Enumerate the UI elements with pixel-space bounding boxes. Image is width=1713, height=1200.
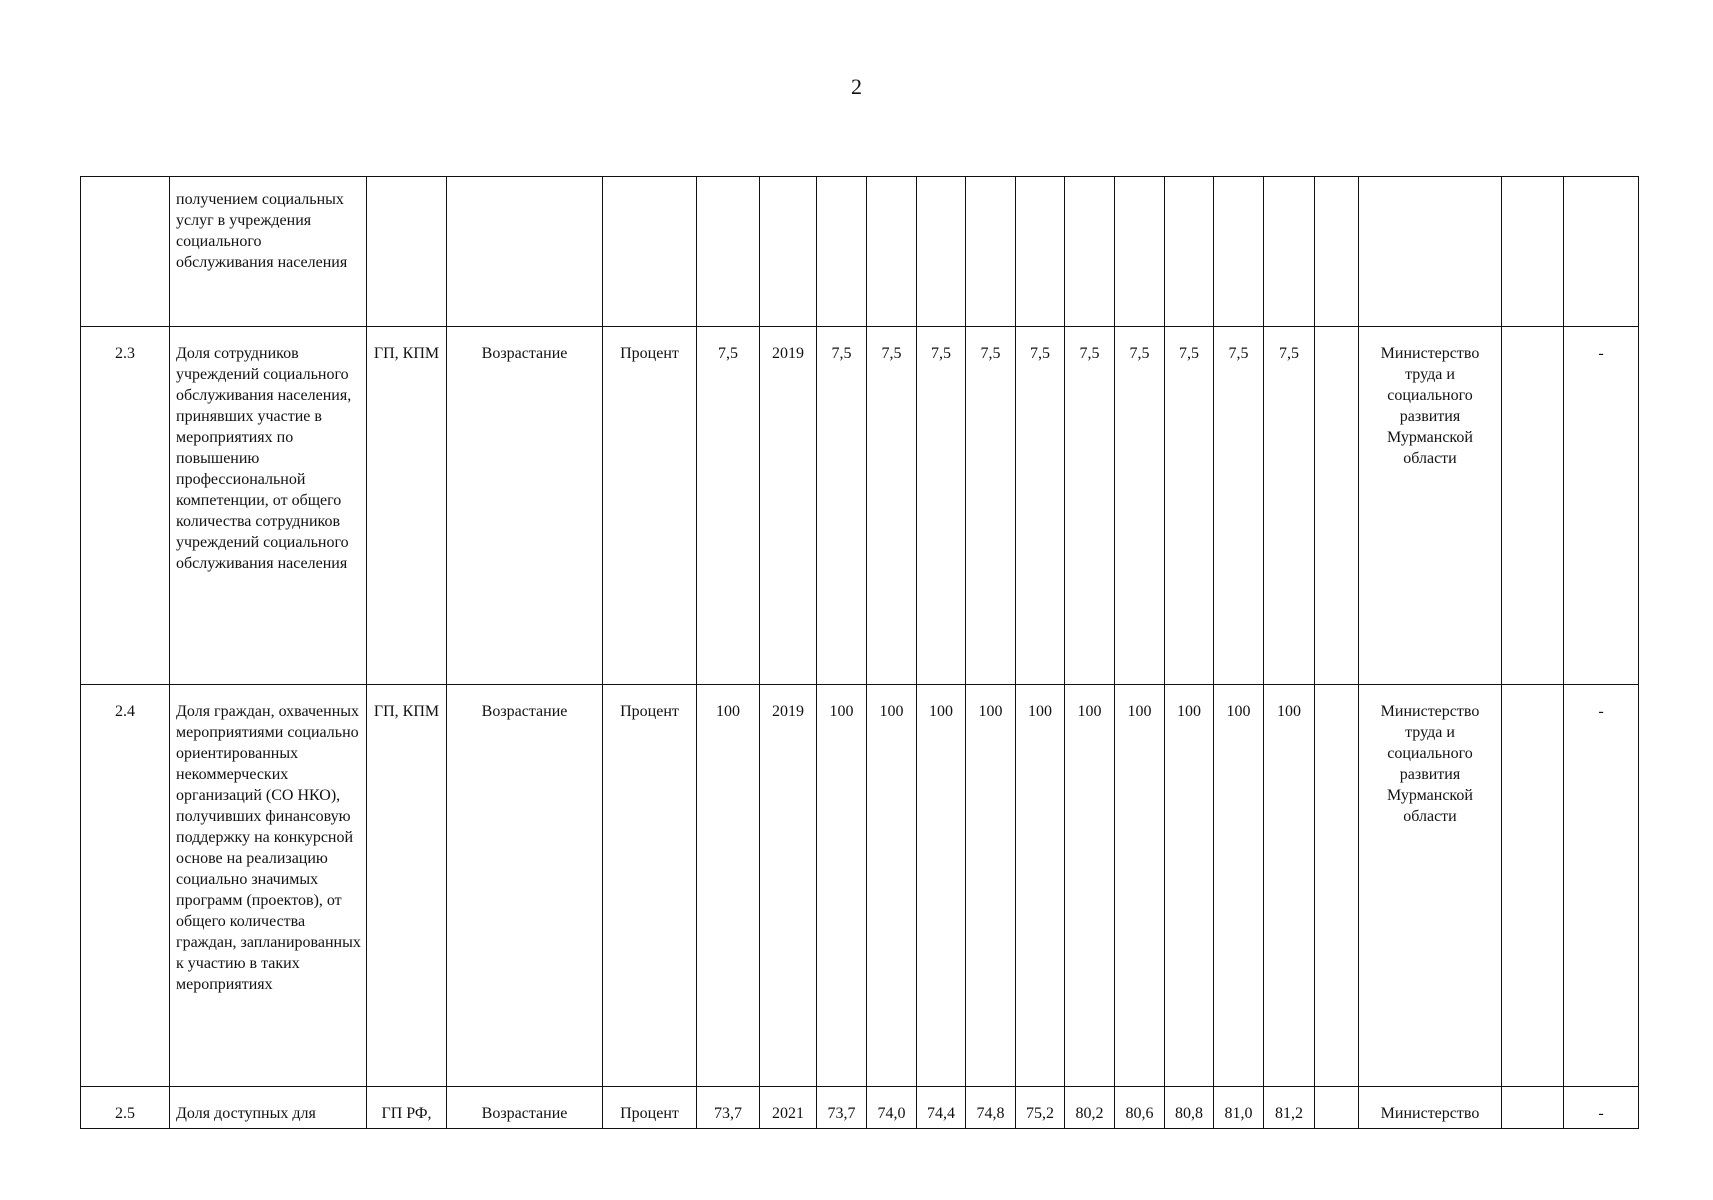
table-row [81, 177, 1639, 327]
responsible-cell: Министерство [1359, 1087, 1502, 1129]
unit-cell [603, 177, 697, 327]
extra-cell [1564, 177, 1639, 327]
row-number: 2.4 [81, 685, 170, 1087]
extra-cell [1502, 1087, 1564, 1129]
indicators-table [80, 176, 1639, 1129]
table-row [81, 1087, 1639, 1129]
trend-cell: Возрастание [447, 1087, 603, 1129]
table-row [81, 685, 1639, 1087]
indicator-type: ГП, КПМ [367, 685, 447, 1087]
value-cell [867, 177, 917, 327]
extra-cell: - [1564, 1087, 1639, 1129]
indicator-type: ГП, КПМ [367, 327, 447, 685]
value-cell: 80,6 [1115, 1087, 1165, 1129]
value-cell: 100 [966, 685, 1016, 1087]
value-cell: 100 [1264, 685, 1315, 1087]
blank-cell [1315, 1087, 1359, 1129]
extra-cell [1502, 685, 1564, 1087]
unit-cell: Процент [603, 685, 697, 1087]
value-cell: 74,0 [867, 1087, 917, 1129]
value-cell: 80,2 [1065, 1087, 1115, 1129]
value-cell: 73,7 [817, 1087, 867, 1129]
blank-cell [1315, 327, 1359, 685]
value-cell: 75,2 [1016, 1087, 1065, 1129]
trend-cell: Возрастание [447, 327, 603, 685]
value-cell [917, 177, 966, 327]
value-cell [1016, 177, 1065, 327]
responsible-cell: Министерство труда и социального развития Мурманской области [1359, 685, 1502, 1087]
base-value-cell: 7,5 [697, 327, 760, 685]
value-cell [1115, 177, 1165, 327]
base-value-cell [697, 177, 760, 327]
value-cell: 100 [1016, 685, 1065, 1087]
responsible-cell: Министерство труда и социального развития Мурманской области [1359, 327, 1502, 685]
responsible-cell [1359, 177, 1502, 327]
blank-cell [1315, 685, 1359, 1087]
value-cell: 74,4 [917, 1087, 966, 1129]
value-cell: 81,2 [1264, 1087, 1315, 1129]
value-cell [1214, 177, 1264, 327]
unit-cell: Процент [603, 1087, 697, 1129]
value-cell: 100 [1165, 685, 1214, 1087]
row-number [81, 177, 170, 327]
indicator-type [367, 177, 447, 327]
indicator-name: получением социальных услуг в учреждения социального обслуживания населения [170, 177, 367, 327]
extra-cell: - [1564, 327, 1639, 685]
value-cell [817, 177, 867, 327]
value-cell: 100 [1065, 685, 1115, 1087]
indicator-name: Доля сотрудников учреждений социального обслуживания населения, принявших участие в мероприятиях по повышению профессиональной компетенции, от общего количества сотрудников учреждений социального обслуживания населения [170, 327, 367, 685]
extra-cell [1502, 177, 1564, 327]
value-cell: 7,5 [1214, 327, 1264, 685]
value-cell: 100 [1214, 685, 1264, 1087]
trend-cell [447, 177, 603, 327]
value-cell: 100 [917, 685, 966, 1087]
value-cell [1264, 177, 1315, 327]
row-number: 2.5 [81, 1087, 170, 1129]
value-cell: 100 [867, 685, 917, 1087]
row-number: 2.3 [81, 327, 170, 685]
value-cell: 7,5 [966, 327, 1016, 685]
value-cell: 7,5 [1165, 327, 1214, 685]
value-cell: 7,5 [1065, 327, 1115, 685]
value-cell: 74,8 [966, 1087, 1016, 1129]
indicator-name: Доля граждан, охваченных мероприятиями социально ориентированных некоммерческих организаций (СО НКО), получивших финансовую поддержку на конкурсной основе на реализацию социально значимых программ (проектов), от общего количества граждан, запланированных к участию в таких мероприятиях [170, 685, 367, 1087]
value-cell [1065, 177, 1115, 327]
value-cell: 7,5 [1016, 327, 1065, 685]
base-year-cell [760, 177, 817, 327]
base-year-cell: 2019 [760, 685, 817, 1087]
indicator-type: ГП РФ, [367, 1087, 447, 1129]
extra-cell [1502, 327, 1564, 685]
base-value-cell: 73,7 [697, 1087, 760, 1129]
value-cell [966, 177, 1016, 327]
unit-cell: Процент [603, 327, 697, 685]
value-cell: 81,0 [1214, 1087, 1264, 1129]
table-row [81, 327, 1639, 685]
value-cell: 7,5 [867, 327, 917, 685]
indicator-name: Доля доступных для [170, 1087, 367, 1129]
value-cell [1165, 177, 1214, 327]
value-cell: 7,5 [917, 327, 966, 685]
value-cell: 80,8 [1165, 1087, 1214, 1129]
extra-cell: - [1564, 685, 1639, 1087]
base-year-cell: 2019 [760, 327, 817, 685]
blank-cell [1315, 177, 1359, 327]
base-year-cell: 2021 [760, 1087, 817, 1129]
base-value-cell: 100 [697, 685, 760, 1087]
value-cell: 7,5 [817, 327, 867, 685]
value-cell: 7,5 [1115, 327, 1165, 685]
value-cell: 100 [817, 685, 867, 1087]
page-number: 2 [851, 74, 862, 99]
trend-cell: Возрастание [447, 685, 603, 1087]
value-cell: 100 [1115, 685, 1165, 1087]
value-cell: 7,5 [1264, 327, 1315, 685]
